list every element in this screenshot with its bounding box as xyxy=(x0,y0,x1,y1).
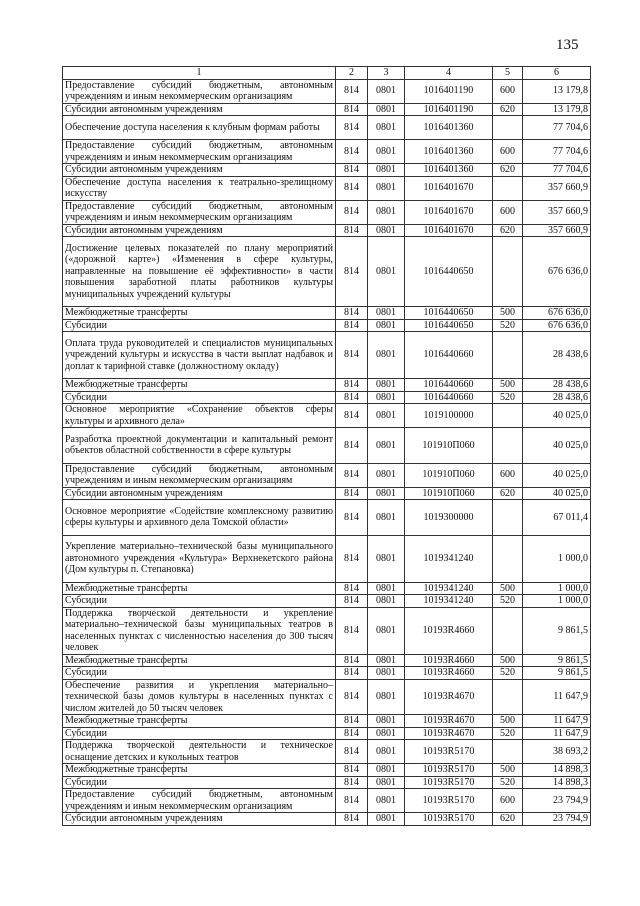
table-row xyxy=(63,487,591,500)
row-target-article-cell: 1019100000 xyxy=(405,404,493,428)
table-row xyxy=(63,103,591,116)
table-row xyxy=(63,237,591,307)
row-target-article-cell: 1016401360 xyxy=(405,164,493,177)
row-target-article-cell: 1016440660 xyxy=(405,379,493,392)
row-expense-type-cell xyxy=(493,679,523,715)
row-sum-cell: 40 025,0 xyxy=(523,404,591,428)
row-name-cell: Предоставление субсидий бюджетным, автономным учреждениям и иным некоммерческим организациям xyxy=(63,79,336,103)
row-gr-cell: 814 xyxy=(336,116,368,140)
header-cell-target-article: 4 xyxy=(405,67,493,80)
table-row xyxy=(63,176,591,200)
row-expense-type-cell: 500 xyxy=(493,582,523,595)
row-expense-type-cell: 600 xyxy=(493,789,523,813)
row-gr-cell: 814 xyxy=(336,391,368,404)
row-target-article-cell: 10193R5170 xyxy=(405,789,493,813)
row-section-cell: 0801 xyxy=(368,715,405,728)
table-row xyxy=(63,164,591,177)
row-target-article-cell: 1016401360 xyxy=(405,116,493,140)
row-gr-cell: 814 xyxy=(336,715,368,728)
row-section-cell: 0801 xyxy=(368,79,405,103)
row-expense-type-cell: 600 xyxy=(493,140,523,164)
row-gr-cell: 814 xyxy=(336,200,368,224)
row-gr-cell: 814 xyxy=(336,727,368,740)
row-name-cell: Обеспечение доступа населения к клубным формам работы xyxy=(63,116,336,140)
row-section-cell: 0801 xyxy=(368,332,405,379)
table-row xyxy=(63,679,591,715)
row-name-cell: Обеспечение доступа населения к театрально-зрелищному искусству xyxy=(63,176,336,200)
row-section-cell: 0801 xyxy=(368,463,405,487)
row-expense-type-cell: 600 xyxy=(493,200,523,224)
row-sum-cell: 1 000,0 xyxy=(523,595,591,608)
row-sum-cell: 11 647,9 xyxy=(523,679,591,715)
table-row xyxy=(63,535,591,582)
row-section-cell: 0801 xyxy=(368,776,405,789)
row-gr-cell: 814 xyxy=(336,224,368,237)
table-row xyxy=(63,595,591,608)
table-row xyxy=(63,404,591,428)
table-row xyxy=(63,500,591,536)
row-expense-type-cell: 520 xyxy=(493,667,523,680)
row-sum-cell: 11 647,9 xyxy=(523,715,591,728)
table-header-row xyxy=(63,67,591,80)
row-section-cell: 0801 xyxy=(368,582,405,595)
row-section-cell: 0801 xyxy=(368,379,405,392)
row-name-cell: Предоставление субсидий бюджетным, автономным учреждениям и иным некоммерческим организациям xyxy=(63,463,336,487)
row-target-article-cell: 1019341240 xyxy=(405,535,493,582)
row-target-article-cell: 1016440660 xyxy=(405,332,493,379)
row-expense-type-cell xyxy=(493,332,523,379)
row-expense-type-cell xyxy=(493,500,523,536)
row-name-cell: Межбюджетные трансферты xyxy=(63,582,336,595)
row-gr-cell: 814 xyxy=(336,740,368,764)
row-sum-cell: 28 438,6 xyxy=(523,332,591,379)
header-cell-section: 3 xyxy=(368,67,405,80)
row-target-article-cell: 1016401670 xyxy=(405,200,493,224)
row-section-cell: 0801 xyxy=(368,727,405,740)
row-gr-cell: 814 xyxy=(336,428,368,464)
row-target-article-cell: 1016401190 xyxy=(405,103,493,116)
row-target-article-cell: 10193R4660 xyxy=(405,654,493,667)
row-section-cell: 0801 xyxy=(368,679,405,715)
row-name-cell: Межбюджетные трансферты xyxy=(63,654,336,667)
row-target-article-cell: 10193R4670 xyxy=(405,679,493,715)
row-name-cell: Обеспечение развития и укрепления материально–технической базы домов культуры в населенных пунктах с числом жителей до 50 тысяч человек xyxy=(63,679,336,715)
row-section-cell: 0801 xyxy=(368,391,405,404)
row-expense-type-cell: 620 xyxy=(493,813,523,826)
row-name-cell: Межбюджетные трансферты xyxy=(63,715,336,728)
table-row xyxy=(63,79,591,103)
row-target-article-cell: 1016440660 xyxy=(405,391,493,404)
table-row xyxy=(63,789,591,813)
row-expense-type-cell xyxy=(493,428,523,464)
row-section-cell: 0801 xyxy=(368,404,405,428)
row-sum-cell: 40 025,0 xyxy=(523,463,591,487)
row-sum-cell: 77 704,6 xyxy=(523,140,591,164)
row-target-article-cell: 10193R4660 xyxy=(405,667,493,680)
row-section-cell: 0801 xyxy=(368,667,405,680)
row-expense-type-cell: 520 xyxy=(493,595,523,608)
row-target-article-cell: 1019341240 xyxy=(405,582,493,595)
row-gr-cell: 814 xyxy=(336,164,368,177)
row-name-cell: Межбюджетные трансферты xyxy=(63,307,336,320)
row-name-cell: Оплата труда руководителей и специалистов муниципальных учреждений культуры и искусства в части выплат надбавок и доплат к тарифной ставке (должностному окладу) xyxy=(63,332,336,379)
table-row xyxy=(63,224,591,237)
row-sum-cell: 11 647,9 xyxy=(523,727,591,740)
row-sum-cell: 1 000,0 xyxy=(523,535,591,582)
table-row xyxy=(63,140,591,164)
row-expense-type-cell: 600 xyxy=(493,79,523,103)
row-name-cell: Субсидии автономным учреждениям xyxy=(63,813,336,826)
row-sum-cell: 14 898,3 xyxy=(523,764,591,777)
row-target-article-cell: 1016401360 xyxy=(405,140,493,164)
row-section-cell: 0801 xyxy=(368,595,405,608)
row-expense-type-cell: 520 xyxy=(493,727,523,740)
row-expense-type-cell: 520 xyxy=(493,319,523,332)
row-expense-type-cell xyxy=(493,535,523,582)
row-name-cell: Межбюджетные трансферты xyxy=(63,379,336,392)
row-sum-cell: 40 025,0 xyxy=(523,428,591,464)
row-gr-cell: 814 xyxy=(336,654,368,667)
row-expense-type-cell xyxy=(493,116,523,140)
row-sum-cell: 28 438,6 xyxy=(523,391,591,404)
row-sum-cell: 357 660,9 xyxy=(523,176,591,200)
table-row xyxy=(63,391,591,404)
row-sum-cell: 77 704,6 xyxy=(523,164,591,177)
row-name-cell: Субсидии xyxy=(63,727,336,740)
row-sum-cell: 1 000,0 xyxy=(523,582,591,595)
row-expense-type-cell xyxy=(493,607,523,654)
row-expense-type-cell xyxy=(493,740,523,764)
table-row xyxy=(63,654,591,667)
row-target-article-cell: 1019300000 xyxy=(405,500,493,536)
row-section-cell: 0801 xyxy=(368,176,405,200)
row-target-article-cell: 10193R4660 xyxy=(405,607,493,654)
row-name-cell: Предоставление субсидий бюджетным, автономным учреждениям и иным некоммерческим организациям xyxy=(63,140,336,164)
row-sum-cell: 23 794,9 xyxy=(523,789,591,813)
table-row xyxy=(63,428,591,464)
row-name-cell: Субсидии xyxy=(63,595,336,608)
row-expense-type-cell: 500 xyxy=(493,307,523,320)
row-sum-cell: 28 438,6 xyxy=(523,379,591,392)
row-target-article-cell: 10193R5170 xyxy=(405,764,493,777)
row-target-article-cell: 10193R4670 xyxy=(405,727,493,740)
row-name-cell: Межбюджетные трансферты xyxy=(63,764,336,777)
row-section-cell: 0801 xyxy=(368,813,405,826)
table-row xyxy=(63,379,591,392)
row-gr-cell: 814 xyxy=(336,595,368,608)
row-sum-cell: 9 861,5 xyxy=(523,667,591,680)
row-gr-cell: 814 xyxy=(336,487,368,500)
row-name-cell: Основное мероприятие «Сохранение объектов сферы культуры и архивного дела» xyxy=(63,404,336,428)
row-target-article-cell: 1016440650 xyxy=(405,307,493,320)
row-target-article-cell: 101910П060 xyxy=(405,463,493,487)
row-expense-type-cell: 600 xyxy=(493,463,523,487)
row-expense-type-cell: 500 xyxy=(493,764,523,777)
row-expense-type-cell: 620 xyxy=(493,164,523,177)
row-section-cell: 0801 xyxy=(368,500,405,536)
row-name-cell: Предоставление субсидий бюджетным, автономным учреждениям и иным некоммерческим организациям xyxy=(63,200,336,224)
row-gr-cell: 814 xyxy=(336,776,368,789)
table-row xyxy=(63,582,591,595)
row-section-cell: 0801 xyxy=(368,103,405,116)
row-target-article-cell: 1016440650 xyxy=(405,237,493,307)
row-sum-cell: 676 636,0 xyxy=(523,237,591,307)
row-sum-cell: 9 861,5 xyxy=(523,654,591,667)
header-cell-expense-type: 5 xyxy=(493,67,523,80)
row-gr-cell: 814 xyxy=(336,404,368,428)
row-section-cell: 0801 xyxy=(368,607,405,654)
row-section-cell: 0801 xyxy=(368,487,405,500)
row-sum-cell: 77 704,6 xyxy=(523,116,591,140)
row-gr-cell: 814 xyxy=(336,379,368,392)
table-body xyxy=(63,67,591,826)
row-sum-cell: 13 179,8 xyxy=(523,103,591,116)
row-name-cell: Укрепление материально–технической базы муниципального автономного учреждения «Культура» Верхнекетского района (Дом культуры п. Степановка) xyxy=(63,535,336,582)
table-row xyxy=(63,813,591,826)
row-target-article-cell: 10193R5170 xyxy=(405,740,493,764)
row-target-article-cell: 10193R5170 xyxy=(405,813,493,826)
row-section-cell: 0801 xyxy=(368,164,405,177)
table-row xyxy=(63,715,591,728)
row-sum-cell: 357 660,9 xyxy=(523,224,591,237)
row-gr-cell: 814 xyxy=(336,237,368,307)
row-gr-cell: 814 xyxy=(336,607,368,654)
row-sum-cell: 9 861,5 xyxy=(523,607,591,654)
row-section-cell: 0801 xyxy=(368,764,405,777)
table-row xyxy=(63,667,591,680)
table-row xyxy=(63,463,591,487)
header-cell-gr: 2 xyxy=(336,67,368,80)
row-sum-cell: 38 693,2 xyxy=(523,740,591,764)
row-name-cell: Основное мероприятие «Содействие комплексному развитию сферы культуры и архивного дела Томской области» xyxy=(63,500,336,536)
row-section-cell: 0801 xyxy=(368,740,405,764)
header-cell-name: 1 xyxy=(63,67,336,80)
row-target-article-cell: 1019341240 xyxy=(405,595,493,608)
row-expense-type-cell xyxy=(493,176,523,200)
row-gr-cell: 814 xyxy=(336,79,368,103)
table-row xyxy=(63,727,591,740)
row-name-cell: Предоставление субсидий бюджетным, автономным учреждениям и иным некоммерческим организациям xyxy=(63,789,336,813)
row-name-cell: Субсидии автономным учреждениям xyxy=(63,224,336,237)
table-row xyxy=(63,764,591,777)
table-row xyxy=(63,319,591,332)
row-section-cell: 0801 xyxy=(368,224,405,237)
row-target-article-cell: 1016440650 xyxy=(405,319,493,332)
row-gr-cell: 814 xyxy=(336,679,368,715)
row-expense-type-cell xyxy=(493,237,523,307)
row-gr-cell: 814 xyxy=(336,582,368,595)
table-row xyxy=(63,776,591,789)
row-sum-cell: 23 794,9 xyxy=(523,813,591,826)
row-gr-cell: 814 xyxy=(336,813,368,826)
row-name-cell: Субсидии xyxy=(63,391,336,404)
row-gr-cell: 814 xyxy=(336,764,368,777)
row-expense-type-cell: 520 xyxy=(493,776,523,789)
row-name-cell: Субсидии xyxy=(63,667,336,680)
row-section-cell: 0801 xyxy=(368,140,405,164)
row-target-article-cell: 1016401670 xyxy=(405,224,493,237)
row-expense-type-cell: 520 xyxy=(493,391,523,404)
table-row xyxy=(63,607,591,654)
row-gr-cell: 814 xyxy=(336,463,368,487)
page-number: 135 xyxy=(556,37,579,53)
row-name-cell: Субсидии автономным учреждениям xyxy=(63,487,336,500)
table-row xyxy=(63,116,591,140)
row-section-cell: 0801 xyxy=(368,428,405,464)
row-name-cell: Поддержка творческой деятельности и техническое оснащение детских и кукольных театров xyxy=(63,740,336,764)
row-section-cell: 0801 xyxy=(368,654,405,667)
row-name-cell: Субсидии автономным учреждениям xyxy=(63,103,336,116)
row-expense-type-cell: 500 xyxy=(493,654,523,667)
row-section-cell: 0801 xyxy=(368,116,405,140)
row-gr-cell: 814 xyxy=(336,667,368,680)
row-gr-cell: 814 xyxy=(336,319,368,332)
row-gr-cell: 814 xyxy=(336,332,368,379)
row-target-article-cell: 10193R4670 xyxy=(405,715,493,728)
row-section-cell: 0801 xyxy=(368,237,405,307)
row-gr-cell: 814 xyxy=(336,140,368,164)
row-sum-cell: 40 025,0 xyxy=(523,487,591,500)
row-gr-cell: 814 xyxy=(336,500,368,536)
row-expense-type-cell: 500 xyxy=(493,715,523,728)
row-section-cell: 0801 xyxy=(368,789,405,813)
table-row xyxy=(63,740,591,764)
row-target-article-cell: 1016401670 xyxy=(405,176,493,200)
row-section-cell: 0801 xyxy=(368,535,405,582)
row-name-cell: Субсидии xyxy=(63,319,336,332)
row-gr-cell: 814 xyxy=(336,535,368,582)
row-sum-cell: 676 636,0 xyxy=(523,307,591,320)
row-sum-cell: 67 011,4 xyxy=(523,500,591,536)
row-expense-type-cell: 500 xyxy=(493,379,523,392)
row-target-article-cell: 101910П060 xyxy=(405,487,493,500)
row-name-cell: Разработка проектной документации и капитальный ремонт объектов областной собственности в сфере культуры xyxy=(63,428,336,464)
row-sum-cell: 13 179,8 xyxy=(523,79,591,103)
row-name-cell: Субсидии автономным учреждениям xyxy=(63,164,336,177)
row-target-article-cell: 10193R5170 xyxy=(405,776,493,789)
row-gr-cell: 814 xyxy=(336,176,368,200)
row-expense-type-cell: 620 xyxy=(493,487,523,500)
row-sum-cell: 357 660,9 xyxy=(523,200,591,224)
table-row xyxy=(63,200,591,224)
row-expense-type-cell xyxy=(493,404,523,428)
row-expense-type-cell: 620 xyxy=(493,224,523,237)
table-row xyxy=(63,307,591,320)
table-row xyxy=(63,332,591,379)
row-gr-cell: 814 xyxy=(336,307,368,320)
row-sum-cell: 14 898,3 xyxy=(523,776,591,789)
row-gr-cell: 814 xyxy=(336,103,368,116)
budget-table xyxy=(62,66,591,826)
row-name-cell: Поддержка творческой деятельности и укрепление материально–технической базы муниципальных театров в населенных пунктах с численностью населения до 300 тысяч человек xyxy=(63,607,336,654)
row-section-cell: 0801 xyxy=(368,319,405,332)
row-target-article-cell: 101910П060 xyxy=(405,428,493,464)
row-gr-cell: 814 xyxy=(336,789,368,813)
row-sum-cell: 676 636,0 xyxy=(523,319,591,332)
header-cell-sum: 6 xyxy=(523,67,591,80)
row-target-article-cell: 1016401190 xyxy=(405,79,493,103)
row-section-cell: 0801 xyxy=(368,200,405,224)
row-section-cell: 0801 xyxy=(368,307,405,320)
row-expense-type-cell: 620 xyxy=(493,103,523,116)
row-name-cell: Субсидии xyxy=(63,776,336,789)
row-name-cell: Достижение целевых показателей по плану мероприятий («дорожной карте») «Изменения в сфере культуры, направленные на повышение её эффективности» в части повышения заработной платы работников культуры муниципальных учреждений культуры xyxy=(63,237,336,307)
